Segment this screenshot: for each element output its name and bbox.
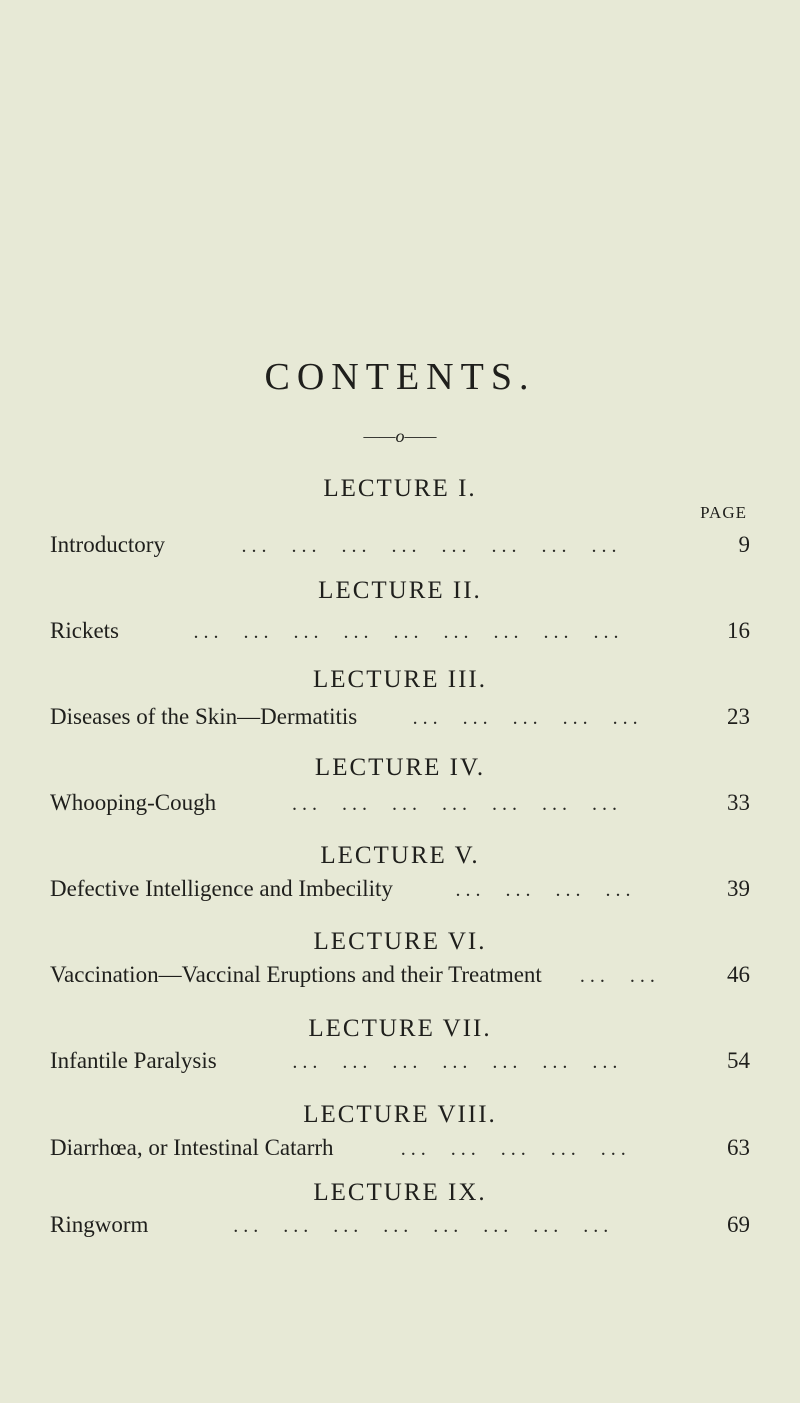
dot-leader: ... ... ... ... ... ... ... (292, 794, 623, 814)
page-number: 16 (727, 618, 750, 643)
lecture-2-heading: LECTURE II. (318, 577, 482, 604)
lecture-1-heading: LECTURE I. (323, 475, 477, 502)
contents-entry-5 (50, 874, 750, 904)
contents-entry-3 (50, 702, 750, 732)
lecture-6-heading: LECTURE VI. (313, 928, 487, 955)
contents-entry-7 (50, 1046, 750, 1076)
entry-title: Rickets (50, 618, 119, 643)
page-number: 54 (727, 1048, 750, 1073)
dot-leader: ... ... ... ... ... ... ... ... (241, 536, 622, 556)
dot-leader: ... ... ... ... ... (400, 1139, 631, 1159)
dot-leader: ... ... ... ... ... ... ... (292, 1052, 623, 1072)
dot-leader: ... ... ... ... ... ... ... ... ... (193, 622, 624, 642)
contents-entry-9 (50, 1210, 750, 1240)
lecture-8-heading: LECTURE VIII. (303, 1101, 497, 1128)
page-title: CONTENTS. (264, 356, 536, 398)
entry-title: Diseases of the Skin—Dermatitis (50, 704, 358, 729)
page-number: 23 (727, 704, 750, 729)
contents-entry-1 (50, 530, 750, 560)
title-divider: ——o—— (363, 426, 437, 446)
dot-leader: ... ... (579, 966, 660, 986)
lecture-9-heading: LECTURE IX. (313, 1179, 487, 1206)
contents-entry-2 (50, 616, 750, 646)
lecture-4-heading: LECTURE IV. (314, 754, 486, 781)
contents-entry-4 (50, 788, 750, 818)
entry-title: Vaccination—Vaccinal Eruptions and their Treatment (50, 962, 542, 987)
entry-title: Defective Intelligence and Imbecility (50, 876, 393, 901)
lecture-5-heading: LECTURE V. (320, 842, 480, 869)
page-number: 9 (738, 532, 750, 557)
dot-leader: ... ... ... ... ... ... ... ... (233, 1216, 614, 1236)
lecture-3-heading: LECTURE III. (313, 666, 487, 693)
page-number: 39 (727, 876, 750, 901)
page-number: 33 (727, 790, 750, 815)
contents-entry-8 (50, 1133, 750, 1163)
page-number: 63 (727, 1135, 750, 1160)
page-number: 69 (727, 1212, 750, 1237)
contents-entry-6 (50, 960, 750, 990)
page-column-heading: PAGE (700, 503, 747, 522)
lecture-7-heading: LECTURE VII. (308, 1015, 492, 1042)
entry-title: Ringworm (50, 1212, 149, 1237)
entry-title: Whooping-Cough (50, 790, 217, 815)
dot-leader: ... ... ... ... ... (412, 708, 643, 728)
entry-title: Infantile Paralysis (50, 1048, 217, 1073)
entry-title: Introductory (50, 532, 165, 557)
dot-leader: ... ... ... ... (455, 880, 636, 900)
entry-title: Diarrhœa, or Intestinal Catarrh (50, 1135, 334, 1160)
page-number: 46 (727, 962, 750, 987)
